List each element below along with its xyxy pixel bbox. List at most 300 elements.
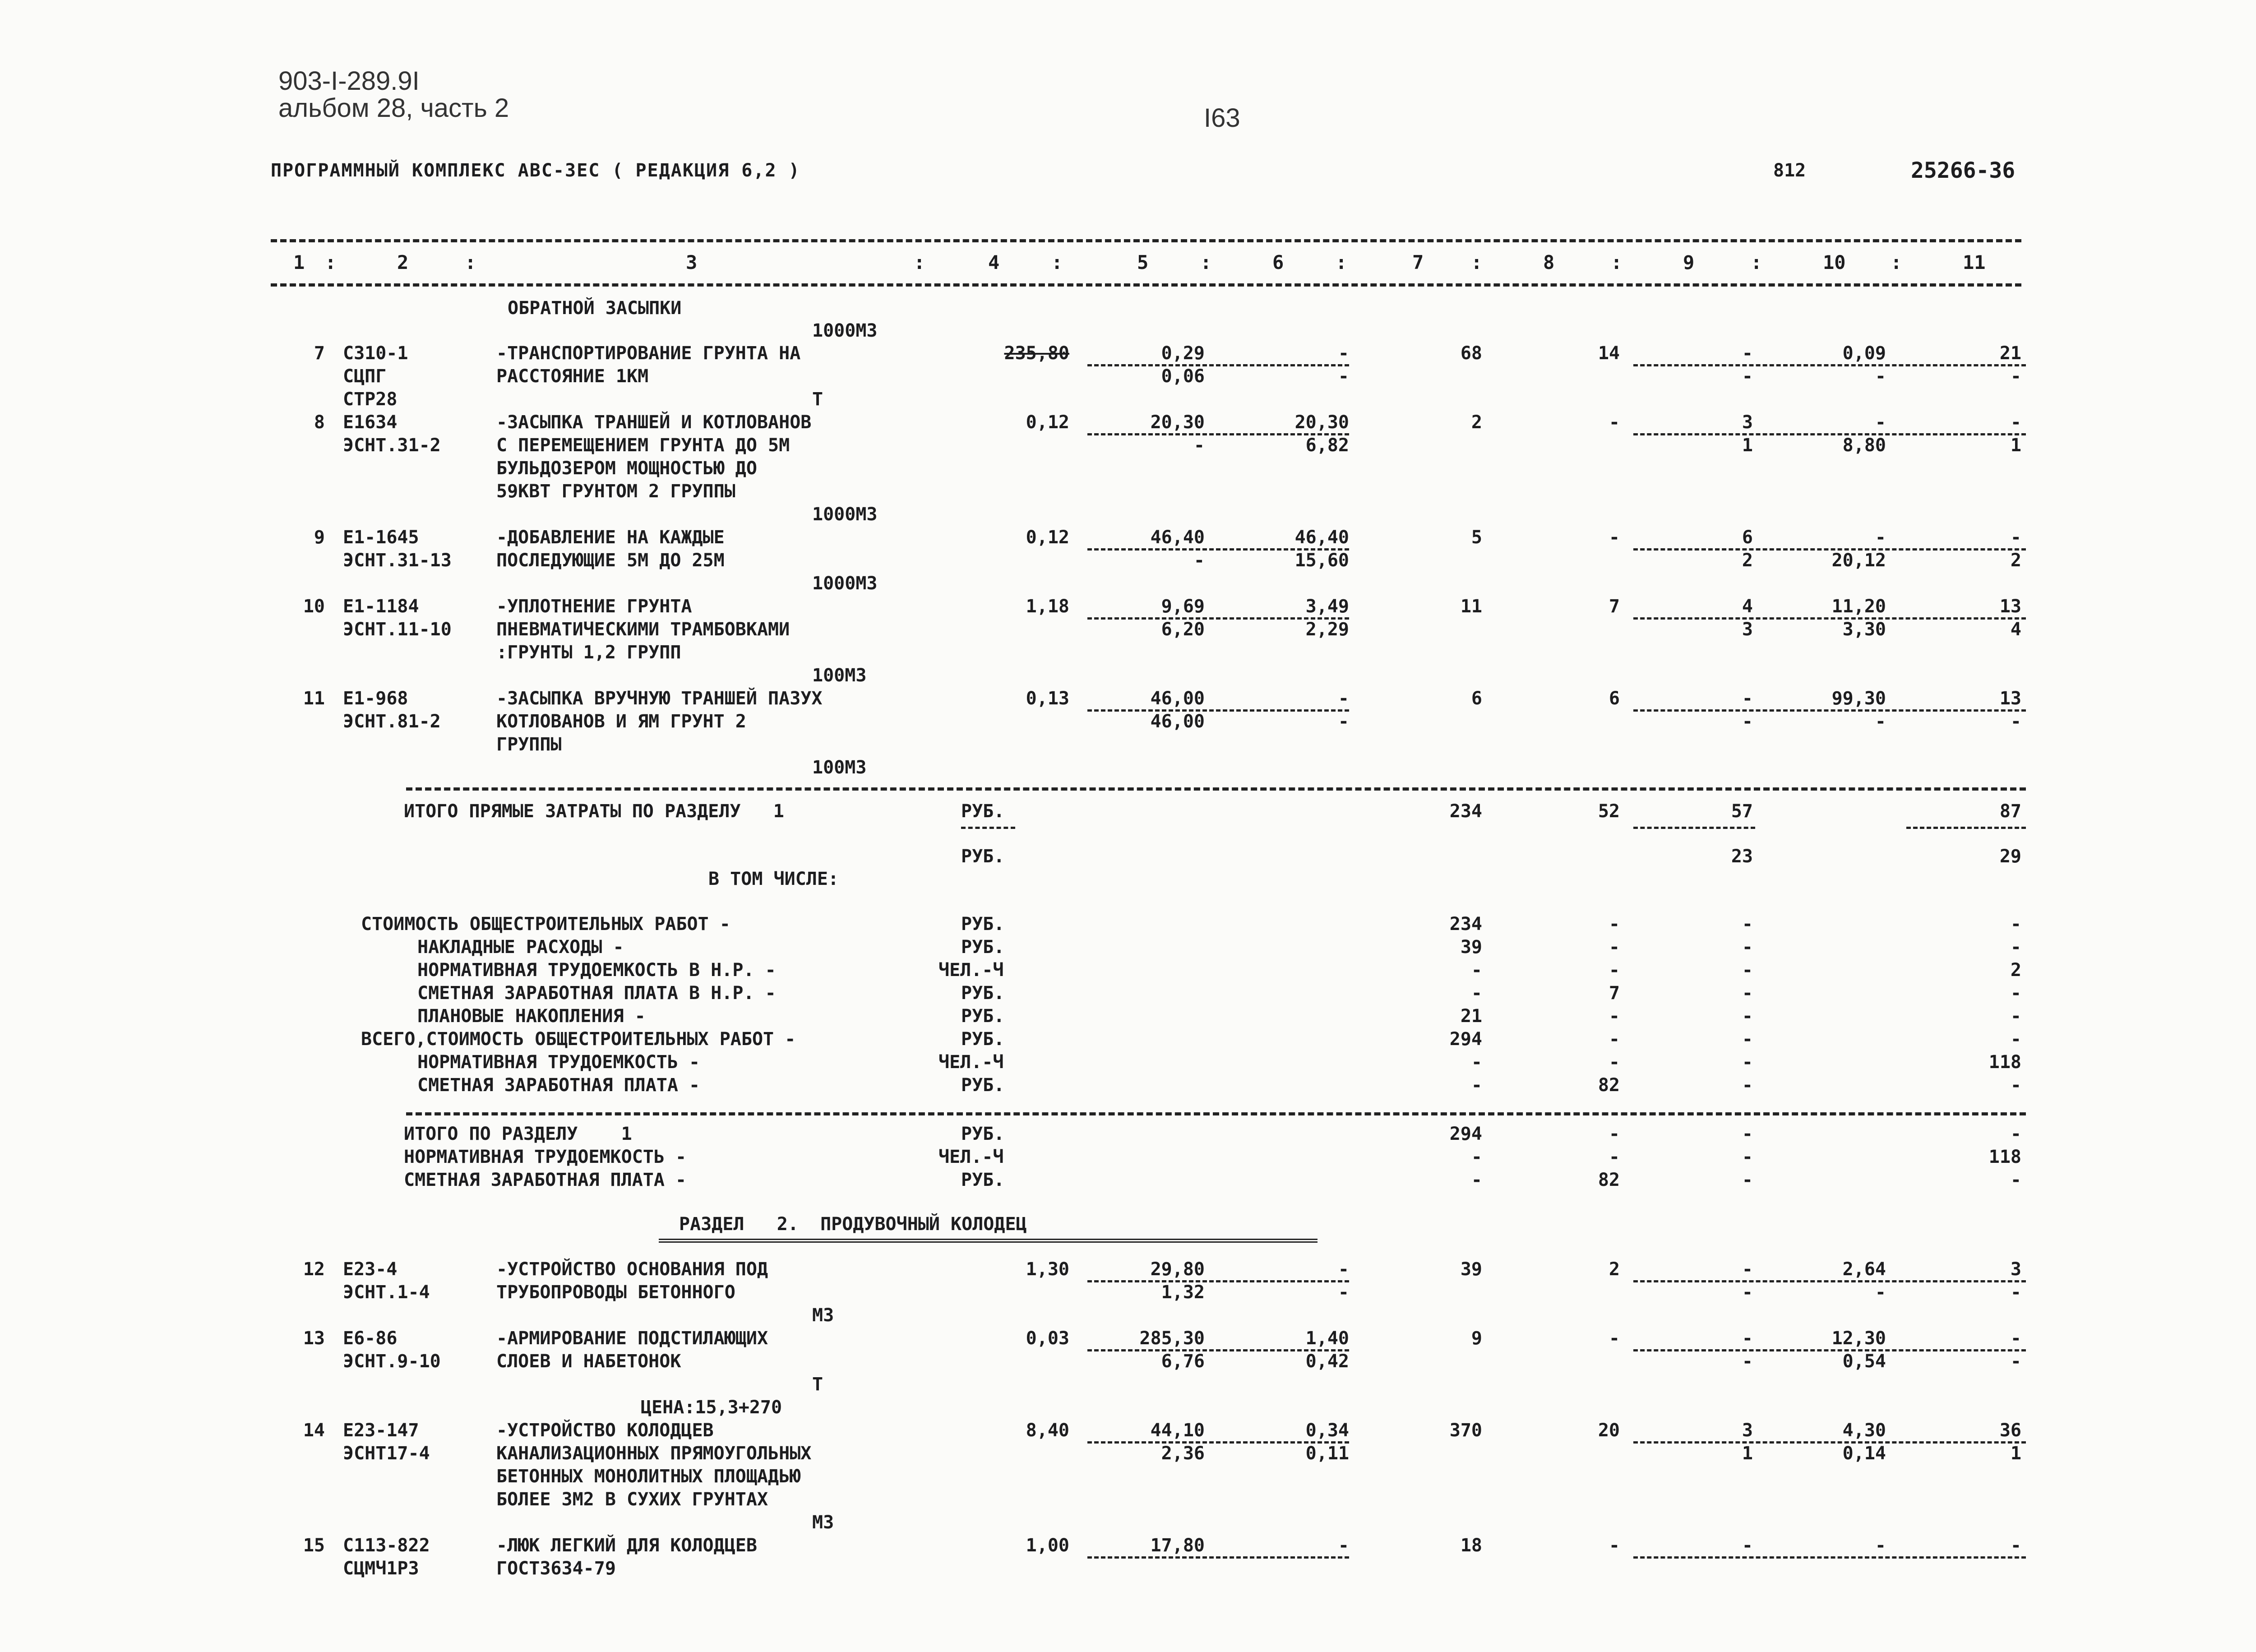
resource-code: С113-822 xyxy=(343,1535,430,1556)
section-total-wages: 82 xyxy=(1598,1170,1620,1190)
summary-cost: 294 xyxy=(1449,1029,1482,1050)
resource-code: ЭСНТ.1-4 xyxy=(343,1282,430,1303)
subtotal-dash xyxy=(1633,364,2026,366)
subtotal-dash xyxy=(1087,1280,1349,1282)
machine-cost: - xyxy=(1742,343,1753,364)
labor-norm: 2,64 xyxy=(1842,1259,1886,1280)
summary-cost: 234 xyxy=(1449,914,1482,935)
subtotal-dash xyxy=(1633,709,2026,712)
wages: 20 xyxy=(1598,1420,1620,1441)
column-number-8: 8 xyxy=(1543,251,1555,273)
resource-code: ЭСНТ17-4 xyxy=(343,1443,430,1464)
subtotal-dash xyxy=(1087,1349,1349,1351)
resource-code: Е1-1645 xyxy=(343,527,419,548)
work-name: ГРУППЫ xyxy=(496,734,562,755)
machine-wages: 0,11 xyxy=(1305,1443,1349,1464)
unit-label: Т xyxy=(812,389,823,410)
column-separator: : xyxy=(1336,251,1347,273)
wages-price: 46,00 xyxy=(1150,711,1205,732)
summary-cost: - xyxy=(1471,960,1482,981)
work-name: ПОСЛЕДУЮЩИЕ 5М ДО 25М xyxy=(496,550,725,571)
machine-labor-norm: - xyxy=(1875,1282,1886,1303)
divider xyxy=(271,239,2021,242)
column-number-4: 4 xyxy=(988,251,1000,273)
resource-code: ЭСНТ.9-10 xyxy=(343,1351,441,1372)
total-cost: 18 xyxy=(1460,1535,1482,1556)
subtotal-dash xyxy=(1633,1556,2026,1559)
section-total-unit: РУБ. xyxy=(961,1124,1005,1144)
machine-price: 1,40 xyxy=(1305,1328,1349,1349)
machine-wages-total: 2 xyxy=(1742,550,1753,571)
machine-wages: 2,29 xyxy=(1305,619,1349,640)
machine-labor-norm: 20,12 xyxy=(1831,550,1886,571)
wages-price: 6,20 xyxy=(1161,619,1205,640)
machine-wages-total: - xyxy=(1742,1282,1753,1303)
labor-norm: - xyxy=(1875,412,1886,433)
wages: - xyxy=(1609,412,1620,433)
column-number-10: 10 xyxy=(1823,251,1846,273)
machine-wages-total: 3 xyxy=(1742,619,1753,640)
summary-machine: - xyxy=(1742,937,1753,958)
document-header xyxy=(278,68,509,122)
divider xyxy=(271,283,2021,287)
resource-code: ЭСНТ.81-2 xyxy=(343,711,441,732)
subtotal-dash xyxy=(1087,1441,1349,1444)
machine-cost: 3 xyxy=(1742,412,1753,433)
column-separator: : xyxy=(1471,251,1483,273)
resource-code: Е1634 xyxy=(343,412,398,433)
labor-norm: 4,30 xyxy=(1842,1420,1886,1441)
resource-code: ЭСНТ.31-13 xyxy=(343,550,452,571)
unit-price: 0,29 xyxy=(1161,343,1205,364)
summary-wages: - xyxy=(1609,960,1620,981)
machine-wages-total: - xyxy=(1742,711,1753,732)
summary-wages: - xyxy=(1609,1029,1620,1050)
unit-price: 20,30 xyxy=(1150,412,1205,433)
row-number: 15 xyxy=(303,1535,325,1556)
section-total-labor: 118 xyxy=(1988,1147,2021,1167)
column-number-5: 5 xyxy=(1137,251,1149,273)
wages-price: 0,06 xyxy=(1161,366,1205,387)
wages: 6 xyxy=(1609,688,1620,709)
labor-norm: 99,30 xyxy=(1831,688,1886,709)
summary-unit: РУБ. xyxy=(961,914,1005,935)
subtotal-dash xyxy=(1633,548,2026,551)
row-number: 14 xyxy=(303,1420,325,1441)
machine-labor-total: - xyxy=(2010,1282,2021,1303)
machine-labor-total: 1 xyxy=(2010,435,2021,456)
quantity: 235,80 xyxy=(1004,343,1069,364)
resource-code: ЭСНТ.31-2 xyxy=(343,435,441,456)
unit-price: 46,40 xyxy=(1150,527,1205,548)
divider xyxy=(406,787,2026,791)
quantity: 0,12 xyxy=(1026,527,1069,548)
work-name: -ТРАНСПОРТИРОВАНИЕ ГРУНТА НА xyxy=(496,343,801,364)
column-number-9: 9 xyxy=(1683,251,1695,273)
section-total-wages: - xyxy=(1609,1147,1620,1167)
machine-wages-total: - xyxy=(1742,366,1753,387)
wages: - xyxy=(1609,527,1620,548)
section-continuation: ОБРАТНОЙ ЗАСЫПКИ xyxy=(508,298,682,319)
labor-total: 13 xyxy=(1999,596,2021,617)
work-name: :ГРУНТЫ 1,2 ГРУПП xyxy=(496,642,681,663)
machine-wages: 6,82 xyxy=(1305,435,1349,456)
subtotal-dash xyxy=(1087,548,1349,551)
column-number-1: 1 xyxy=(293,251,305,273)
including-label: В ТОМ ЧИСЛЕ: xyxy=(708,869,839,889)
work-name: С ПЕРЕМЕЩЕНИЕМ ГРУНТА ДО 5М xyxy=(496,435,790,456)
subtotal-dash xyxy=(1087,1556,1349,1559)
machine-cost: 4 xyxy=(1742,596,1753,617)
row-number: 10 xyxy=(303,596,325,617)
quantity: 0,12 xyxy=(1026,412,1069,433)
row-number: 8 xyxy=(314,412,325,433)
work-name: -УСТРОЙСТВО ОСНОВАНИЯ ПОД xyxy=(496,1259,768,1280)
summary-machine: - xyxy=(1742,1006,1753,1027)
labor-norm: - xyxy=(1875,1535,1886,1556)
row-number: 13 xyxy=(303,1328,325,1349)
summary-unit: РУБ. xyxy=(961,983,1005,1004)
labor-total: 36 xyxy=(1999,1420,2021,1441)
section-title: РАЗДЕЛ 2. ПРОДУВОЧНЫЙ КОЛОДЕЦ xyxy=(679,1214,1027,1235)
summary-labor: - xyxy=(2010,1075,2021,1096)
summary-machine: - xyxy=(1742,1052,1753,1073)
subtotal-dash xyxy=(1633,827,1755,829)
machine-price: - xyxy=(1338,343,1349,364)
resource-code: СТР28 xyxy=(343,389,398,410)
quantity: 1,30 xyxy=(1026,1259,1069,1280)
summary-labor: 118 xyxy=(1988,1052,2021,1073)
summary-unit: РУБ. xyxy=(961,1075,1005,1096)
resource-code: Е23-147 xyxy=(343,1420,419,1441)
row-number: 11 xyxy=(303,688,325,709)
column-separator: : xyxy=(325,251,337,273)
summary-labor: - xyxy=(2010,1006,2021,1027)
column-number-6: 6 xyxy=(1272,251,1284,273)
summary-label: ПЛАНОВЫЕ НАКОПЛЕНИЯ - xyxy=(417,1006,646,1027)
column-separator: : xyxy=(1611,251,1623,273)
doc-code: 903-I-289.9I xyxy=(278,66,420,96)
quantity: 1,00 xyxy=(1026,1535,1069,1556)
summary-machine: - xyxy=(1742,983,1753,1004)
subtotal-dash xyxy=(1087,617,1349,620)
quantity: 0,03 xyxy=(1026,1328,1069,1349)
section-underline xyxy=(659,1239,1318,1243)
totals-cost: 234 xyxy=(1449,801,1482,822)
machine-labor-total: 4 xyxy=(2010,619,2021,640)
column-separator: : xyxy=(1751,251,1762,273)
machine-labor-total: 2 xyxy=(2010,550,2021,571)
resource-code: С310-1 xyxy=(343,343,408,364)
machine-price: - xyxy=(1338,688,1349,709)
summary-unit: РУБ. xyxy=(961,1029,1005,1050)
resource-code: СЦМЧ1Р3 xyxy=(343,1558,419,1579)
column-separator: : xyxy=(1200,251,1212,273)
machine-price: 46,40 xyxy=(1294,527,1349,548)
resource-code: ЭСНТ.11-10 xyxy=(343,619,452,640)
column-number-3: 3 xyxy=(686,251,698,273)
work-name: РАССТОЯНИЕ 1КМ xyxy=(496,366,649,387)
machine-wages: 0,42 xyxy=(1305,1351,1349,1372)
wages: - xyxy=(1609,1328,1620,1349)
totals-machine-wages: 23 xyxy=(1731,846,1753,867)
machine-wages: - xyxy=(1338,1282,1349,1303)
summary-labor: - xyxy=(2010,1029,2021,1050)
section-total-cost: - xyxy=(1471,1170,1482,1190)
labor-total: 21 xyxy=(1999,343,2021,364)
unit-price: 9,69 xyxy=(1161,596,1205,617)
summary-machine: - xyxy=(1742,1075,1753,1096)
resource-code: СЦПГ xyxy=(343,366,387,387)
summary-label: СТОИМОСТЬ ОБЩЕСТРОИТЕЛЬНЫХ РАБОТ - xyxy=(361,914,730,935)
column-separator: : xyxy=(1051,251,1063,273)
work-name: ПНЕВМАТИЧЕСКИМИ ТРАМБОВКАМИ xyxy=(496,619,790,640)
summary-wages: - xyxy=(1609,914,1620,935)
machine-labor-norm: 0,14 xyxy=(1842,1443,1886,1464)
unit-label: М3 xyxy=(812,1305,834,1326)
total-cost: 6 xyxy=(1471,688,1482,709)
quantity: 0,13 xyxy=(1026,688,1069,709)
row-number: 12 xyxy=(303,1259,325,1280)
section-total-unit: РУБ. xyxy=(961,1170,1005,1190)
work-name: -УПЛОТНЕНИЕ ГРУНТА xyxy=(496,596,692,617)
subtotal-dash xyxy=(1633,1280,2026,1282)
work-name: -ЛЮК ЛЕГКИЙ ДЛЯ КОЛОДЦЕВ xyxy=(496,1535,757,1556)
wages: 7 xyxy=(1609,596,1620,617)
summary-wages: - xyxy=(1609,1052,1620,1073)
work-name: 59КВТ ГРУНТОМ 2 ГРУППЫ xyxy=(496,481,735,502)
summary-cost: 39 xyxy=(1460,937,1482,958)
subtotal-dash xyxy=(1087,433,1349,435)
summary-wages: 82 xyxy=(1598,1075,1620,1096)
section-total-machine: - xyxy=(1742,1147,1753,1167)
machine-price: - xyxy=(1338,1259,1349,1280)
machine-wages-total: - xyxy=(1742,1351,1753,1372)
machine-labor-norm: 0,54 xyxy=(1842,1351,1886,1372)
totals-labor: 87 xyxy=(1999,801,2021,822)
work-name: БОЛЕЕ 3М2 В СУХИХ ГРУНТАХ xyxy=(496,1489,768,1510)
column-separator: : xyxy=(465,251,476,273)
summary-cost: - xyxy=(1471,1052,1482,1073)
summary-machine: - xyxy=(1742,960,1753,981)
summary-unit: РУБ. xyxy=(961,1006,1005,1027)
section-total-unit: ЧЕЛ.-Ч xyxy=(938,1147,1004,1167)
total-cost: 2 xyxy=(1471,412,1482,433)
section-total-machine: - xyxy=(1742,1124,1753,1144)
wages: - xyxy=(1609,1535,1620,1556)
labor-total: - xyxy=(2010,527,2021,548)
subtotal-dash xyxy=(1087,709,1349,712)
labor-norm: 0,09 xyxy=(1842,343,1886,364)
total-cost: 11 xyxy=(1460,596,1482,617)
totals-labor-machine: 29 xyxy=(1999,846,2021,867)
wages: 2 xyxy=(1609,1259,1620,1280)
summary-wages: - xyxy=(1609,937,1620,958)
resource-code: Е1-968 xyxy=(343,688,408,709)
machine-wages-total: 1 xyxy=(1742,1443,1753,1464)
unit-price: 17,80 xyxy=(1150,1535,1205,1556)
summary-unit: РУБ. xyxy=(961,937,1005,958)
work-name: БЕТОННЫХ МОНОЛИТНЫХ ПЛОЩАДЬЮ xyxy=(496,1466,801,1487)
machine-cost: - xyxy=(1742,1328,1753,1349)
wages-price: - xyxy=(1193,550,1205,571)
summary-label: НОРМАТИВНАЯ ТРУДОЕМКОСТЬ В Н.Р. - xyxy=(417,960,776,981)
section-total-label: ИТОГО ПО РАЗДЕЛУ 1 xyxy=(404,1124,632,1144)
unit-price: 285,30 xyxy=(1139,1328,1205,1349)
unit-price: 29,80 xyxy=(1150,1259,1205,1280)
column-separator: : xyxy=(914,251,925,273)
machine-price: 0,34 xyxy=(1305,1420,1349,1441)
wages: 14 xyxy=(1598,343,1620,364)
summary-cost: - xyxy=(1471,1075,1482,1096)
totals-machine: 57 xyxy=(1731,801,1753,822)
total-cost: 370 xyxy=(1449,1420,1482,1441)
machine-labor-norm: 8,80 xyxy=(1842,435,1886,456)
wages-price: 2,36 xyxy=(1161,1443,1205,1464)
summary-label: СМЕТНАЯ ЗАРАБОТНАЯ ПЛАТА - xyxy=(417,1075,700,1096)
machine-price: - xyxy=(1338,1535,1349,1556)
machine-wages-total: 1 xyxy=(1742,435,1753,456)
page-number: I63 xyxy=(1204,103,1240,133)
machine-price: 20,30 xyxy=(1294,412,1349,433)
work-name: ГОСТ3634-79 xyxy=(496,1558,616,1579)
machine-labor-norm: 3,30 xyxy=(1842,619,1886,640)
column-separator: : xyxy=(1891,251,1902,273)
document-number: 25266-36 xyxy=(1911,158,2016,183)
work-name: ТРУБОПРОВОДЫ БЕТОННОГО xyxy=(496,1282,735,1303)
total-cost: 5 xyxy=(1471,527,1482,548)
resource-code: Е23-4 xyxy=(343,1259,398,1280)
machine-labor-total: - xyxy=(2010,1351,2021,1372)
machine-labor-total: 1 xyxy=(2010,1443,2021,1464)
labor-total: 3 xyxy=(2010,1259,2021,1280)
row-number: 9 xyxy=(314,527,325,548)
machine-cost: - xyxy=(1742,688,1753,709)
total-cost: 39 xyxy=(1460,1259,1482,1280)
subtotal-dash xyxy=(1633,433,2026,435)
column-number-11: 11 xyxy=(1963,251,1986,273)
work-name: -АРМИРОВАНИЕ ПОДСТИЛАЮЩИХ xyxy=(496,1328,768,1349)
machine-labor-norm: - xyxy=(1875,366,1886,387)
unit-label: Т xyxy=(812,1374,823,1395)
summary-labor: - xyxy=(2010,914,2021,935)
resource-code: Е1-1184 xyxy=(343,596,419,617)
summary-wages: 7 xyxy=(1609,983,1620,1004)
subtotal-dash xyxy=(1906,827,2026,829)
summary-labor: - xyxy=(2010,937,2021,958)
summary-cost: 21 xyxy=(1460,1006,1482,1027)
unit-label: 1000М3 xyxy=(812,504,878,525)
summary-wages: - xyxy=(1609,1006,1620,1027)
unit-price: 46,00 xyxy=(1150,688,1205,709)
summary-labor: 2 xyxy=(2010,960,2021,981)
resource-code: Е6-86 xyxy=(343,1328,398,1349)
program-title: ПРОГРАММНЫЙ КОМПЛЕКС АВС-3ЕС ( РЕДАКЦИЯ 6,2 ) xyxy=(271,160,800,181)
summary-machine: - xyxy=(1742,1029,1753,1050)
unit-label: 100М3 xyxy=(812,757,867,778)
section-total-machine: - xyxy=(1742,1170,1753,1190)
work-name: КАНАЛИЗАЦИОННЫХ ПРЯМОУГОЛЬНЫХ xyxy=(496,1443,812,1464)
summary-machine: - xyxy=(1742,914,1753,935)
quantity: 8,40 xyxy=(1026,1420,1069,1441)
total-cost: 9 xyxy=(1471,1328,1482,1349)
labor-total: - xyxy=(2010,1328,2021,1349)
unit-label: М3 xyxy=(812,1512,834,1533)
quantity: 1,18 xyxy=(1026,596,1069,617)
column-number-7: 7 xyxy=(1412,251,1424,273)
wages-price: 6,76 xyxy=(1161,1351,1205,1372)
labor-total: - xyxy=(2010,1535,2021,1556)
labor-norm: 12,30 xyxy=(1831,1328,1886,1349)
machine-wages: - xyxy=(1338,711,1349,732)
machine-wages: - xyxy=(1338,366,1349,387)
summary-label: ВСЕГО,СТОИМОСТЬ ОБЩЕСТРОИТЕЛЬНЫХ РАБОТ - xyxy=(361,1029,796,1050)
machine-labor-total: - xyxy=(2010,711,2021,732)
section-total-label: СМЕТНАЯ ЗАРАБОТНАЯ ПЛАТА - xyxy=(404,1170,687,1190)
work-name: -ЗАСЫПКА ВРУЧНУЮ ТРАНШЕЙ ПАЗУХ xyxy=(496,688,823,709)
machine-cost: - xyxy=(1742,1535,1753,1556)
section-total-labor: - xyxy=(2010,1124,2021,1144)
summary-unit: ЧЕЛ.-Ч xyxy=(938,960,1004,981)
section-total-label: НОРМАТИВНАЯ ТРУДОЕМКОСТЬ - xyxy=(404,1147,687,1167)
section-total-cost: 294 xyxy=(1449,1124,1482,1144)
summary-label: СМЕТНАЯ ЗАРАБОТНАЯ ПЛАТА В Н.Р. - xyxy=(417,983,776,1004)
machine-labor-total: - xyxy=(2010,366,2021,387)
labor-total: - xyxy=(2010,412,2021,433)
summary-labor: - xyxy=(2010,983,2021,1004)
totals-unit: РУБ. xyxy=(961,846,1005,867)
section-total-wages: - xyxy=(1609,1124,1620,1144)
summary-cost: - xyxy=(1471,983,1482,1004)
code-812: 812 xyxy=(1773,160,1806,181)
machine-cost: - xyxy=(1742,1259,1753,1280)
work-name: СЛОЕВ И НАБЕТОНОК xyxy=(496,1351,681,1372)
machine-cost: 6 xyxy=(1742,527,1753,548)
subtotal-dash xyxy=(961,827,1015,829)
summary-unit: ЧЕЛ.-Ч xyxy=(938,1052,1004,1073)
labor-total: 13 xyxy=(1999,688,2021,709)
totals-wages: 52 xyxy=(1598,801,1620,822)
total-cost: 68 xyxy=(1460,343,1482,364)
album-label: альбом 28, часть 2 xyxy=(278,93,509,123)
subtotal-dash xyxy=(1087,364,1349,366)
work-name: БУЛЬДОЗЕРОМ МОЩНОСТЬЮ ДО xyxy=(496,458,757,479)
totals-unit: РУБ. xyxy=(961,801,1005,822)
section-total-labor: - xyxy=(2010,1170,2021,1190)
work-name: -ЗАСЫПКА ТРАНШЕЙ И КОТЛОВАНОВ xyxy=(496,412,812,433)
subtotal-dash xyxy=(1633,617,2026,620)
machine-price: 3,49 xyxy=(1305,596,1349,617)
machine-cost: 3 xyxy=(1742,1420,1753,1441)
section-total-cost: - xyxy=(1471,1147,1482,1167)
subtotal-dash xyxy=(1633,1349,2026,1351)
unit-label: 100М3 xyxy=(812,665,867,686)
row-number: 7 xyxy=(314,343,325,364)
work-name: -УСТРОЙСТВО КОЛОДЦЕВ xyxy=(496,1420,714,1441)
machine-wages: 15,60 xyxy=(1294,550,1349,571)
subtotal-dash xyxy=(1633,1441,2026,1444)
summary-label: НОРМАТИВНАЯ ТРУДОЕМКОСТЬ - xyxy=(417,1052,700,1073)
labor-norm: 11,20 xyxy=(1831,596,1886,617)
labor-norm: - xyxy=(1875,527,1886,548)
work-name: -ДОБАВЛЕНИЕ НА КАЖДЫЕ xyxy=(496,527,725,548)
wages-price: - xyxy=(1193,435,1205,456)
wages-price: 1,32 xyxy=(1161,1282,1205,1303)
summary-label: НАКЛАДНЫЕ РАСХОДЫ - xyxy=(417,937,624,958)
unit-label: 1000М3 xyxy=(812,320,878,341)
price-note: ЦЕНА:15,3+270 xyxy=(641,1397,782,1418)
column-number-2: 2 xyxy=(397,251,409,273)
